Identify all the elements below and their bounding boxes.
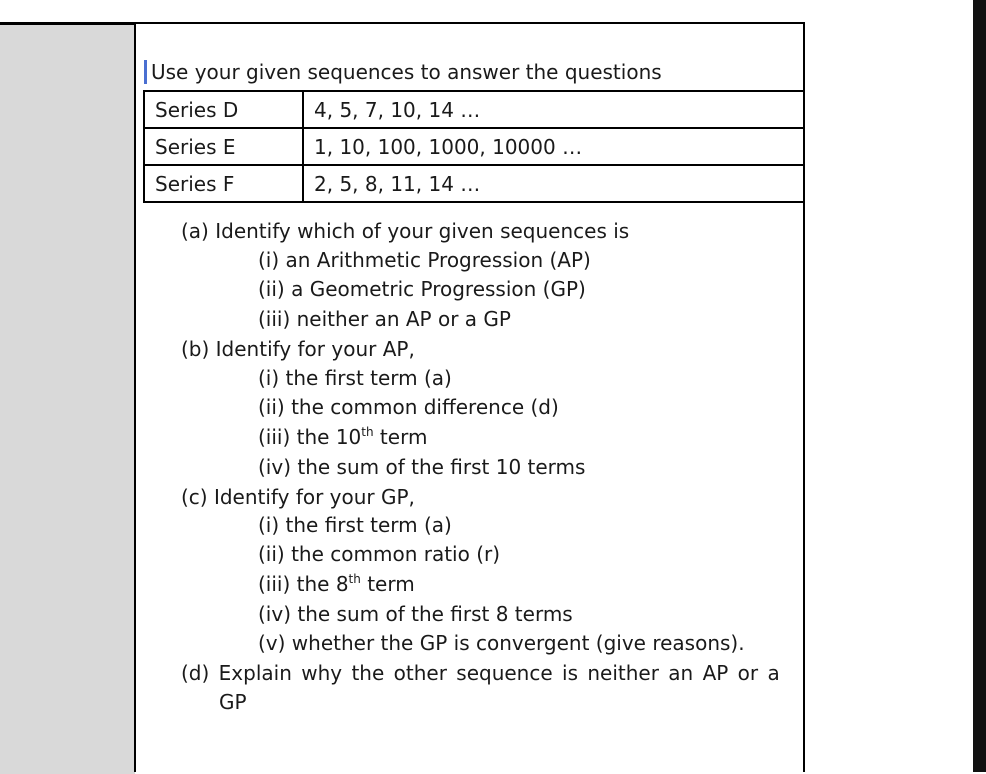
table-row	[144, 165, 804, 202]
question-c-i: (i) the first term (a)	[258, 513, 452, 537]
question-c-iii-suffix: term	[360, 572, 415, 596]
left-panel-divider	[134, 23, 136, 772]
question-b-iv: (iv) the sum of the first 10 terms	[258, 455, 586, 479]
series-name: Series E	[144, 128, 303, 165]
window-right-edge	[973, 0, 986, 772]
question-c: (c) Identify for your GP,	[181, 485, 415, 509]
question-a-iii: (iii) neither an AP or a GP	[258, 307, 511, 331]
question-d: (d) Explain why the other sequence is neither an AP or a	[181, 661, 780, 685]
question-b-iii-suffix: term	[373, 425, 428, 449]
question-c-ii: (ii) the common ratio (r)	[258, 542, 501, 566]
question-b-iii-prefix: (iii) the 10	[258, 425, 362, 449]
table-row	[144, 91, 804, 128]
series-table	[143, 90, 805, 203]
question-a: (a) Identify which of your given sequences is	[181, 219, 630, 243]
series-sequence: 1, 10, 100, 1000, 10000 …	[303, 128, 804, 165]
question-c-iii	[258, 570, 415, 598]
question-a-ii: (ii) a Geometric Progression (GP)	[258, 277, 586, 301]
left-margin-panel	[0, 23, 135, 774]
question-c-iii-prefix: (iii) the 8	[258, 572, 349, 596]
table-row	[144, 128, 804, 165]
question-b-i: (i) the first term (a)	[258, 366, 452, 390]
series-sequence: 2, 5, 8, 11, 14 …	[303, 165, 804, 202]
question-c-iii-ordinal: th	[348, 572, 361, 586]
series-name: Series D	[144, 91, 303, 128]
question-b-iii-ordinal: th	[361, 425, 374, 439]
series-sequence: 4, 5, 7, 10, 14 …	[303, 91, 804, 128]
question-a-i: (i) an Arithmetic Progression (AP)	[258, 248, 591, 272]
series-name: Series F	[144, 165, 303, 202]
question-c-v: (v) whether the GP is convergent (give reasons).	[258, 631, 745, 655]
question-b-ii: (ii) the common difference (d)	[258, 395, 559, 419]
text-cursor-marker	[144, 60, 147, 84]
instruction-text: Use your given sequences to answer the questions	[151, 60, 662, 84]
question-b: (b) Identify for your AP,	[181, 337, 415, 361]
question-d-continued: GP	[219, 690, 247, 714]
question-c-iv: (iv) the sum of the first 8 terms	[258, 602, 573, 626]
question-b-iii	[258, 423, 427, 451]
